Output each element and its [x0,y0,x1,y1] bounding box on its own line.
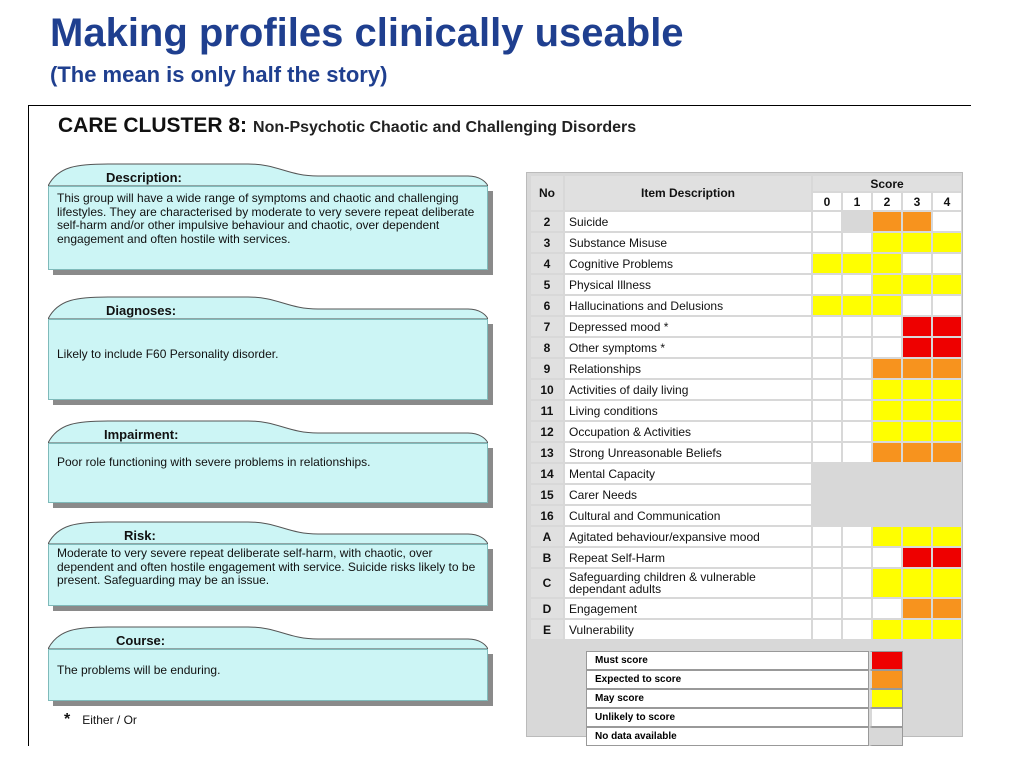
legend-row [586,727,903,746]
score-cell-unlikely [843,317,871,336]
score-cell-may [873,233,901,252]
score-cell-nodata [813,506,841,525]
table-row [531,527,961,546]
score-cell-may [903,569,931,597]
table-row [531,443,961,462]
score-cell-may [903,401,931,420]
item-number: 7 [531,317,563,336]
item-number: 9 [531,359,563,378]
score-cell-nodata [903,485,931,504]
item-description: Occupation & Activities [565,422,811,441]
legend-row [586,651,903,670]
score-cell-unlikely [903,254,931,273]
score-level-header: 4 [933,193,961,210]
score-cell-nodata [873,464,901,483]
score-cell-nodata [813,464,841,483]
score-cell-unlikely [873,599,901,618]
score-cell-must [933,338,961,357]
item-number: A [531,527,563,546]
score-cell-may [873,569,901,597]
score-cell-expected [933,359,961,378]
table-row [531,233,961,252]
score-cell-may [903,620,931,639]
score-cell-unlikely [843,275,871,294]
score-cell-may [873,620,901,639]
score-table-body [531,212,961,639]
card-text: Likely to include F60 Personality disorder. [48,319,488,400]
card-tab-shape [48,520,488,546]
score-cell-may [933,422,961,441]
score-legend [586,651,903,746]
item-number: 3 [531,233,563,252]
score-cell-unlikely [813,527,841,546]
score-cell-may [843,254,871,273]
score-cell-may [903,233,931,252]
score-cell-nodata [813,485,841,504]
item-description: Vulnerability [565,620,811,639]
table-row [531,296,961,315]
score-cell-unlikely [813,569,841,597]
table-row [531,620,961,639]
card-label: Description: [106,170,182,185]
score-cell-unlikely [933,212,961,231]
item-description: Strong Unreasonable Beliefs [565,443,811,462]
item-description: Agitated behaviour/expansive mood [565,527,811,546]
item-number: 14 [531,464,563,483]
score-cell-unlikely [873,317,901,336]
item-number: 11 [531,401,563,420]
legend-row [586,670,903,689]
card-risk [48,520,488,606]
score-cell-may [933,527,961,546]
score-cell-unlikely [843,620,871,639]
score-level-header: 2 [873,193,901,210]
table-row [531,422,961,441]
item-description: Cultural and Communication [565,506,811,525]
item-description: Repeat Self-Harm [565,548,811,567]
item-description: Substance Misuse [565,233,811,252]
score-cell-unlikely [813,422,841,441]
item-number: 16 [531,506,563,525]
legend-swatch [869,689,903,708]
score-cell-may [933,401,961,420]
score-cell-expected [933,443,961,462]
score-cell-unlikely [813,599,841,618]
score-cell-unlikely [813,620,841,639]
table-row [531,506,961,525]
score-cell-expected [903,443,931,462]
legend-label: Unlikely to score [586,708,869,727]
score-cell-unlikely [813,359,841,378]
item-description: Mental Capacity [565,464,811,483]
item-number: 8 [531,338,563,357]
score-cell-unlikely [933,254,961,273]
score-cell-unlikely [843,380,871,399]
table-row [531,599,961,618]
legend-swatch [869,708,903,727]
item-number: 10 [531,380,563,399]
score-cell-nodata [873,485,901,504]
item-description: Cognitive Problems [565,254,811,273]
legend-label: May score [586,689,869,708]
score-cell-unlikely [813,548,841,567]
item-description: Depressed mood * [565,317,811,336]
score-cell-expected [903,599,931,618]
score-cell-nodata [903,506,931,525]
score-cell-nodata [843,485,871,504]
item-number: 2 [531,212,563,231]
table-row [531,485,961,504]
score-level-header: 3 [903,193,931,210]
item-description: Safeguarding children & vulnerable dependant adults [565,569,811,597]
slide-title: Making profiles clinically useable [50,11,684,55]
legend-swatch [869,670,903,689]
score-cell-unlikely [813,443,841,462]
score-cell-unlikely [813,233,841,252]
score-cell-expected [903,359,931,378]
table-row [531,464,961,483]
score-cell-nodata [933,485,961,504]
card-label: Course: [116,633,166,648]
card-impairment [48,419,488,503]
card-diagnoses [48,295,488,400]
card-label: Risk: [124,528,156,543]
item-number: 4 [531,254,563,273]
item-description: Relationships [565,359,811,378]
score-cell-unlikely [933,296,961,315]
cluster-name: Non-Psychotic Chaotic and Challenging Disorders [253,119,637,136]
score-cell-may [873,380,901,399]
table-row [531,212,961,231]
item-description: Other symptoms * [565,338,811,357]
item-number: 12 [531,422,563,441]
item-description: Carer Needs [565,485,811,504]
score-cell-nodata [933,464,961,483]
item-description: Engagement [565,599,811,618]
score-cell-unlikely [843,233,871,252]
score-cell-may [903,422,931,441]
item-number: 15 [531,485,563,504]
card-label: Diagnoses: [106,303,177,318]
item-number: D [531,599,563,618]
card-tab-shape [48,625,488,651]
card-text: The problems will be enduring. [48,649,488,701]
score-cell-unlikely [843,599,871,618]
score-cell-may [813,254,841,273]
table-row [531,569,961,597]
score-cell-may [903,380,931,399]
card-text: Moderate to very severe repeat deliberate self-harm, with chaotic, over dependent and often hostile engagement with service. Suicide risks likely to be present. Safeguarding may be an issue. [48,544,488,606]
score-cell-may [873,422,901,441]
score-cell-unlikely [813,275,841,294]
score-cell-may [933,233,961,252]
score-cell-nodata [933,506,961,525]
table-row [531,380,961,399]
item-description: Hallucinations and Delusions [565,296,811,315]
item-description: Activities of daily living [565,380,811,399]
score-cell-expected [873,359,901,378]
score-cell-nodata [873,506,901,525]
score-cell-may [813,296,841,315]
table-row [531,548,961,567]
card-text: Poor role functioning with severe problems in relationships. [48,443,488,503]
score-level-header: 1 [843,193,871,210]
legend-label: No data available [586,727,869,746]
legend-body [586,651,903,746]
item-description: Suicide [565,212,811,231]
score-cell-expected [873,443,901,462]
score-cell-unlikely [843,338,871,357]
table-row [531,254,961,273]
footnote [64,711,137,729]
item-number: B [531,548,563,567]
score-cell-unlikely [813,380,841,399]
card-description [48,162,488,270]
footnote-text: Either / Or [82,713,137,727]
card-text: This group will have a wide range of symptoms and chaotic and challenging lifestyles. They are characterised by moderate to very severe repeat deliberate self-harm and/or other impulsive behaviour and chaotic, over dependent engagement and often hostile with services. [48,186,488,270]
legend-label: Must score [586,651,869,670]
score-cell-unlikely [843,359,871,378]
score-cell-unlikely [903,296,931,315]
score-cell-unlikely [873,338,901,357]
score-cell-must [933,548,961,567]
table-row [531,401,961,420]
score-cell-must [903,548,931,567]
score-cell-may [843,296,871,315]
score-cell-nodata [903,464,931,483]
score-cell-nodata [843,464,871,483]
score-cell-expected [933,599,961,618]
col-desc-header: Item Description [565,176,811,210]
score-cell-must [903,317,931,336]
score-cell-may [933,380,961,399]
score-cell-may [873,254,901,273]
score-cell-unlikely [813,317,841,336]
table-row [531,275,961,294]
cluster-code: CARE CLUSTER 8: [58,114,248,137]
item-number: 5 [531,275,563,294]
score-level-header: 0 [813,193,841,210]
col-score-header: Score [813,176,961,191]
score-cell-unlikely [843,422,871,441]
score-cell-expected [903,212,931,231]
asterisk-symbol: * [64,711,71,728]
score-cell-unlikely [813,212,841,231]
cluster-heading [58,114,636,138]
score-cell-expected [873,212,901,231]
legend-row [586,708,903,727]
score-cell-unlikely [813,338,841,357]
score-cell-may [933,620,961,639]
table-row [531,338,961,357]
item-number: C [531,569,563,597]
legend-swatch [869,727,903,746]
score-cell-unlikely [843,548,871,567]
score-cell-unlikely [843,569,871,597]
score-cell-nodata [843,506,871,525]
score-cell-unlikely [843,527,871,546]
legend-swatch [869,651,903,670]
item-number: E [531,620,563,639]
score-table [529,174,963,641]
table-row [531,359,961,378]
score-cell-must [933,317,961,336]
score-cell-may [933,275,961,294]
score-cell-unlikely [843,443,871,462]
table-row [531,317,961,336]
score-cell-may [903,527,931,546]
score-cell-must [903,338,931,357]
item-number: 13 [531,443,563,462]
item-number: 6 [531,296,563,315]
score-cell-unlikely [813,401,841,420]
score-cell-may [903,275,931,294]
score-cell-unlikely [873,548,901,567]
col-no-header: No [531,176,563,210]
item-description: Living conditions [565,401,811,420]
legend-row [586,689,903,708]
score-cell-may [873,401,901,420]
score-cell-may [873,527,901,546]
score-cell-may [933,569,961,597]
score-cell-may [873,296,901,315]
score-cell-nodata [843,212,871,231]
score-cell-unlikely [843,401,871,420]
card-course [48,625,488,701]
slide-subtitle: (The mean is only half the story) [50,62,388,87]
item-description: Physical Illness [565,275,811,294]
score-cell-may [873,275,901,294]
card-label: Impairment: [104,427,179,442]
legend-label: Expected to score [586,670,869,689]
